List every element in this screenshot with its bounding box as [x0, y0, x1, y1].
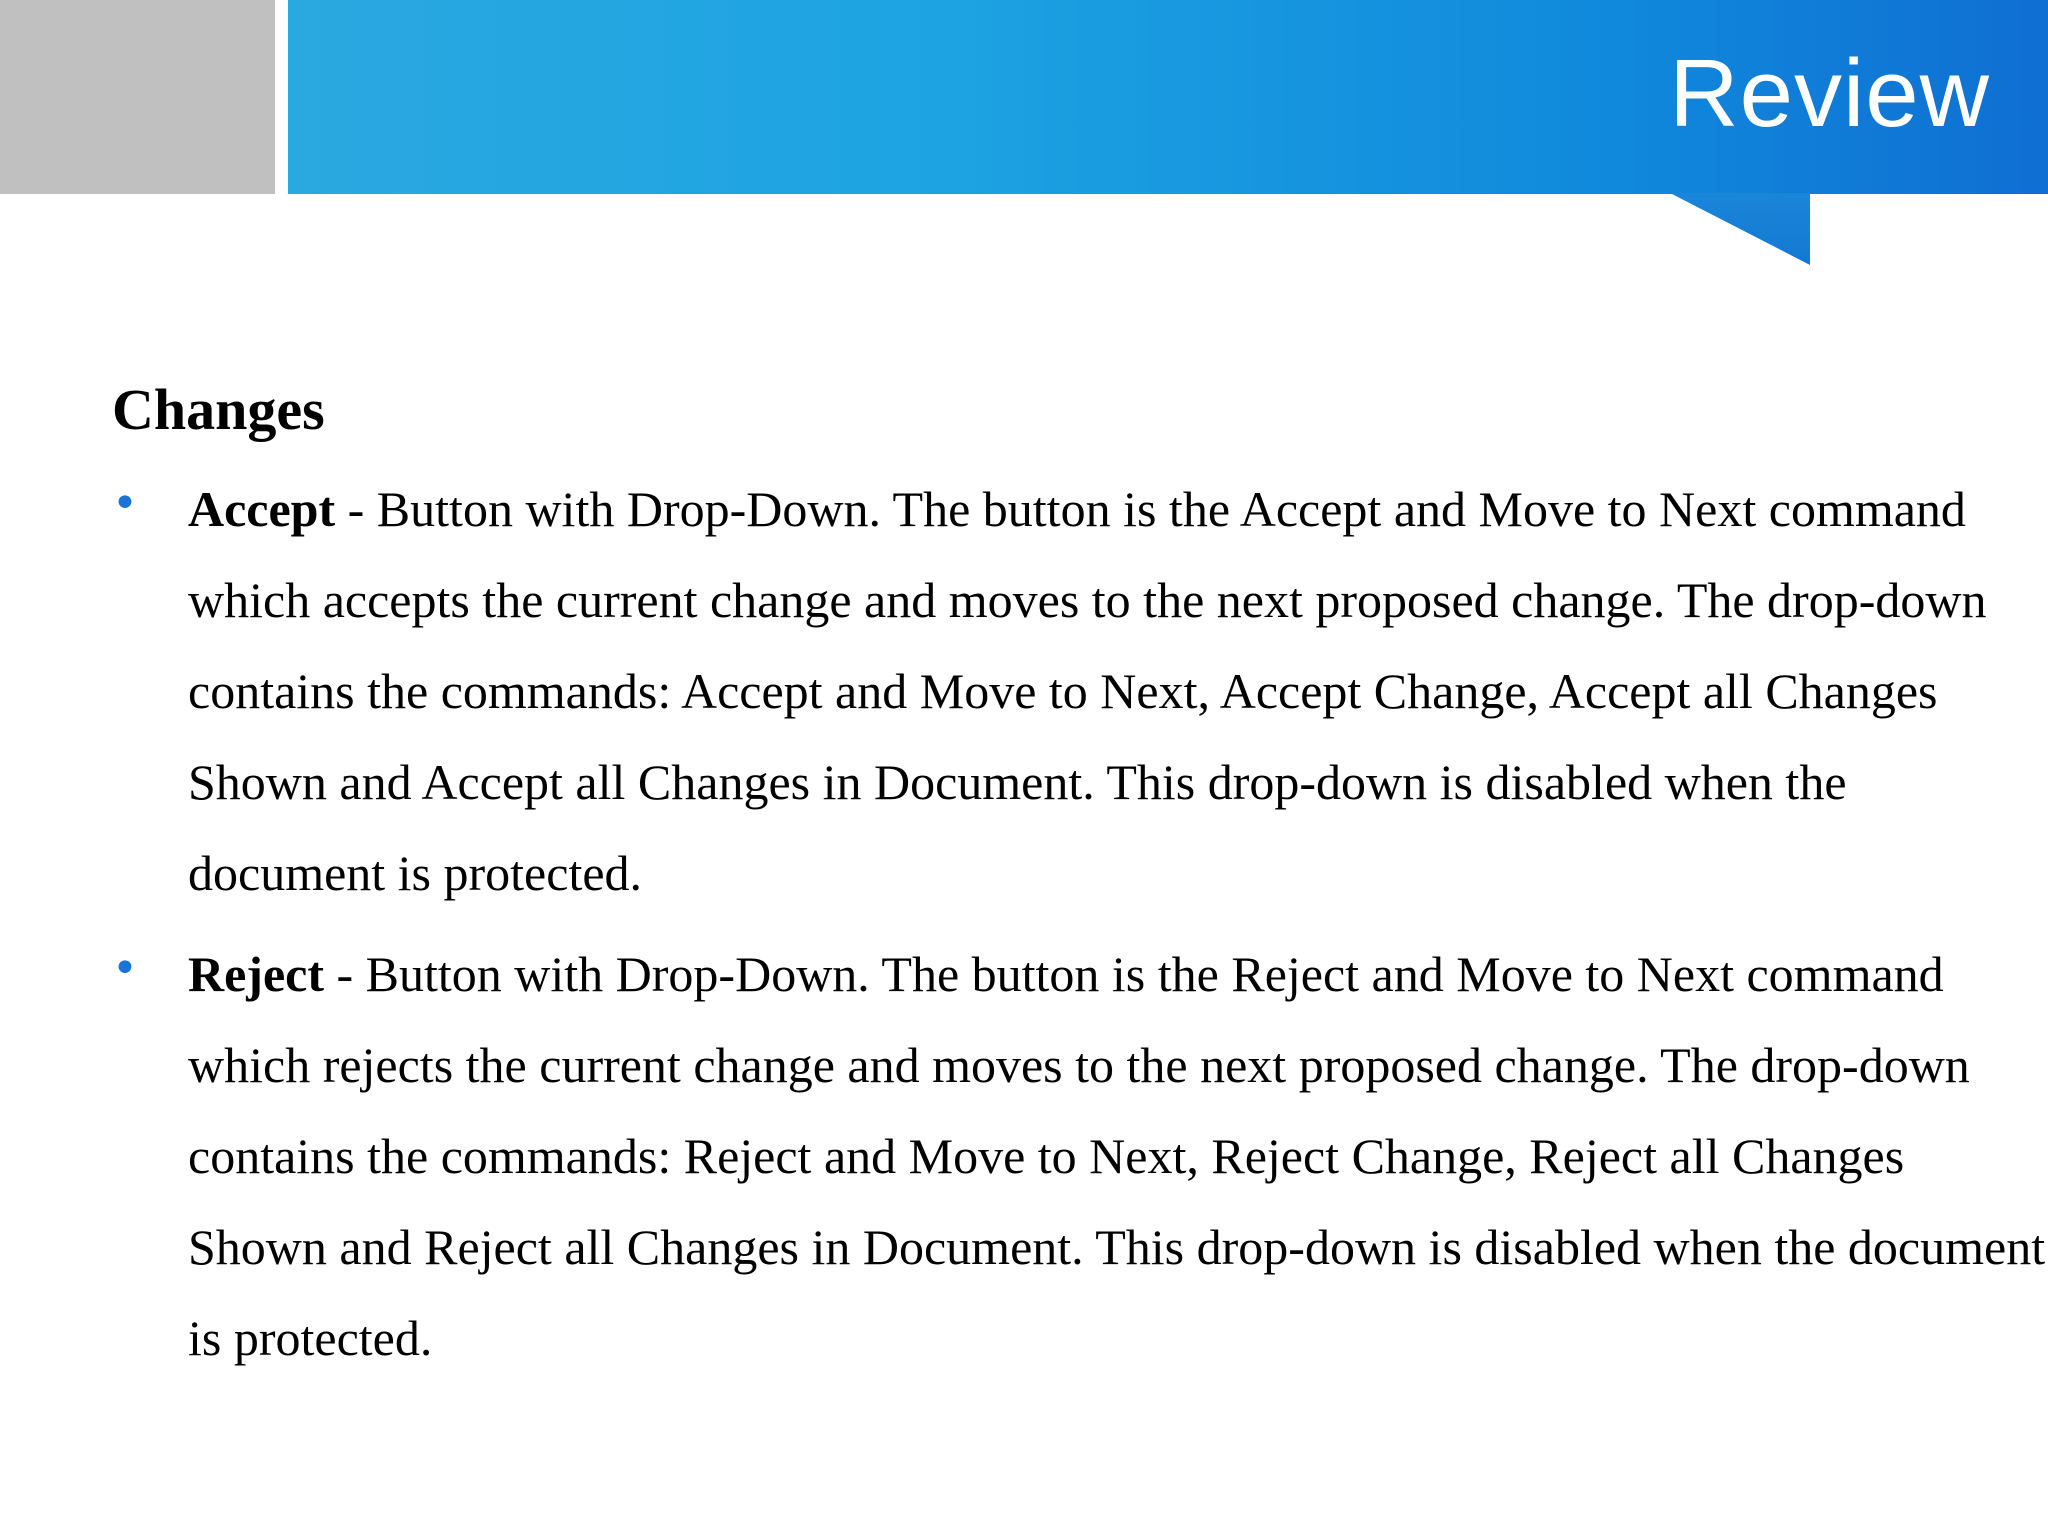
section-heading: Changes	[112, 377, 325, 442]
term-description: - Button with Drop-Down. The button is the Accept and Move to Next command which accepts the current change and moves to the next proposed change. The drop-down contains the commands: Accept and Move to Next, Accept Change, Accept all Changes Shown and Accept all Changes in Document. This drop-down is disabled when the document is protected.	[188, 481, 1987, 901]
slide-content	[112, 364, 2046, 1394]
list-item-accept	[112, 464, 2048, 919]
bullet-list	[112, 464, 2046, 1384]
term-description: - Button with Drop-Down. The button is the Reject and Move to Next command which rejects the current change and moves to the next proposed change. The drop-down contains the commands: Reject and Move to Next, Reject Change, Reject all Changes Shown and Reject all Changes in Document. This drop-down is disabled when the document is protected.	[188, 946, 2046, 1366]
bullet-dot-icon: •	[112, 943, 138, 994]
header-gray-block	[0, 0, 275, 194]
term-label: Reject	[188, 946, 324, 1002]
bullet-dot-icon: •	[112, 478, 138, 529]
header-tab-decoration	[1670, 193, 1810, 265]
term-label: Accept	[188, 481, 336, 537]
slide-title: Review	[1669, 40, 1990, 147]
list-item-reject	[112, 929, 2048, 1384]
